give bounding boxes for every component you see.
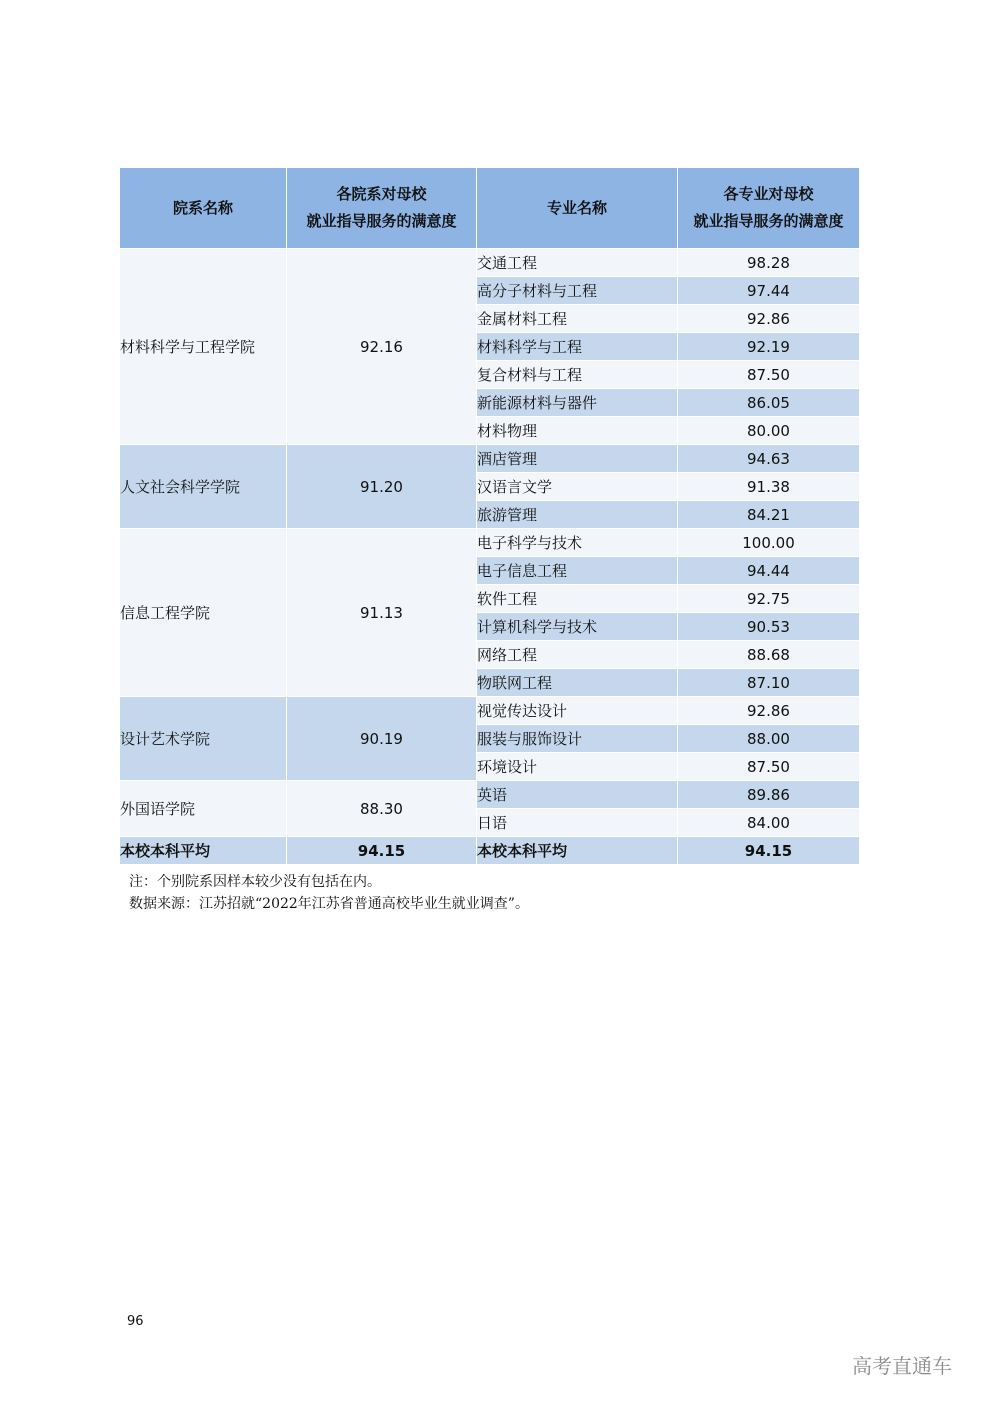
major-name-cell: 环境设计	[477, 753, 678, 781]
table-row	[120, 781, 860, 809]
satisfaction-table-container	[119, 167, 859, 865]
table-row	[120, 249, 860, 277]
major-name-cell: 软件工程	[477, 585, 678, 613]
major-score-cell: 92.75	[678, 585, 860, 613]
major-name-cell: 复合材料与工程	[477, 361, 678, 389]
major-name-cell: 网络工程	[477, 641, 678, 669]
major-name-cell: 材料科学与工程	[477, 333, 678, 361]
table-row	[120, 529, 860, 557]
major-name-cell: 视觉传达设计	[477, 697, 678, 725]
header-major-satisfaction: 各专业对母校 就业指导服务的满意度	[678, 168, 860, 249]
college-name-cell: 人文社会科学学院	[120, 445, 287, 529]
major-score-cell: 100.00	[678, 529, 860, 557]
college-score-cell: 91.13	[287, 529, 477, 697]
major-name-cell: 物联网工程	[477, 669, 678, 697]
watermark: 高考直通车	[852, 1354, 952, 1378]
header-college-name: 院系名称	[120, 168, 287, 249]
table-header	[120, 168, 860, 249]
major-score-cell: 98.28	[678, 249, 860, 277]
major-score-cell: 84.00	[678, 809, 860, 837]
major-score-cell: 87.50	[678, 753, 860, 781]
header-major-name: 专业名称	[477, 168, 678, 249]
major-name-cell: 服装与服饰设计	[477, 725, 678, 753]
major-score-cell: 97.44	[678, 277, 860, 305]
table-body	[120, 249, 860, 865]
college-score-cell: 91.20	[287, 445, 477, 529]
major-name-cell: 酒店管理	[477, 445, 678, 473]
header-row	[120, 168, 860, 249]
major-name-cell: 新能源材料与器件	[477, 389, 678, 417]
major-name-cell: 英语	[477, 781, 678, 809]
header-college-satisfaction: 各院系对母校 就业指导服务的满意度	[287, 168, 477, 249]
major-score-cell: 94.44	[678, 557, 860, 585]
average-row	[120, 837, 860, 865]
major-score-cell: 84.21	[678, 501, 860, 529]
average-college-label: 本校本科平均	[120, 837, 287, 865]
major-score-cell: 88.00	[678, 725, 860, 753]
average-major-label: 本校本科平均	[477, 837, 678, 865]
major-score-cell: 88.68	[678, 641, 860, 669]
college-score-cell: 88.30	[287, 781, 477, 837]
average-college-score: 94.15	[287, 837, 477, 865]
page-number: 96	[127, 1314, 144, 1329]
major-name-cell: 旅游管理	[477, 501, 678, 529]
major-score-cell: 92.19	[678, 333, 860, 361]
major-name-cell: 交通工程	[477, 249, 678, 277]
major-score-cell: 94.63	[678, 445, 860, 473]
major-name-cell: 汉语言文学	[477, 473, 678, 501]
source-text: 数据来源：江苏招就“2022年江苏省普通高校毕业生就业调查”。	[129, 896, 529, 912]
college-score-cell: 92.16	[287, 249, 477, 445]
major-score-cell: 92.86	[678, 697, 860, 725]
table-row	[120, 445, 860, 473]
major-name-cell: 计算机科学与技术	[477, 613, 678, 641]
college-score-cell: 90.19	[287, 697, 477, 781]
major-name-cell: 金属材料工程	[477, 305, 678, 333]
major-name-cell: 材料物理	[477, 417, 678, 445]
major-score-cell: 91.38	[678, 473, 860, 501]
major-name-cell: 电子科学与技术	[477, 529, 678, 557]
major-score-cell: 89.86	[678, 781, 860, 809]
average-major-score: 94.15	[678, 837, 860, 865]
major-score-cell: 86.05	[678, 389, 860, 417]
table-row	[120, 697, 860, 725]
major-score-cell: 87.50	[678, 361, 860, 389]
college-name-cell: 设计艺术学院	[120, 697, 287, 781]
major-score-cell: 80.00	[678, 417, 860, 445]
major-score-cell: 92.86	[678, 305, 860, 333]
college-name-cell: 材料科学与工程学院	[120, 249, 287, 445]
major-score-cell: 87.10	[678, 669, 860, 697]
major-name-cell: 高分子材料与工程	[477, 277, 678, 305]
major-score-cell: 90.53	[678, 613, 860, 641]
college-name-cell: 外国语学院	[120, 781, 287, 837]
college-name-cell: 信息工程学院	[120, 529, 287, 697]
major-name-cell: 电子信息工程	[477, 557, 678, 585]
table-notes	[129, 871, 529, 915]
note-text: 注：个别院系因样本较少没有包括在内。	[129, 874, 381, 890]
satisfaction-table	[119, 167, 860, 865]
major-name-cell: 日语	[477, 809, 678, 837]
